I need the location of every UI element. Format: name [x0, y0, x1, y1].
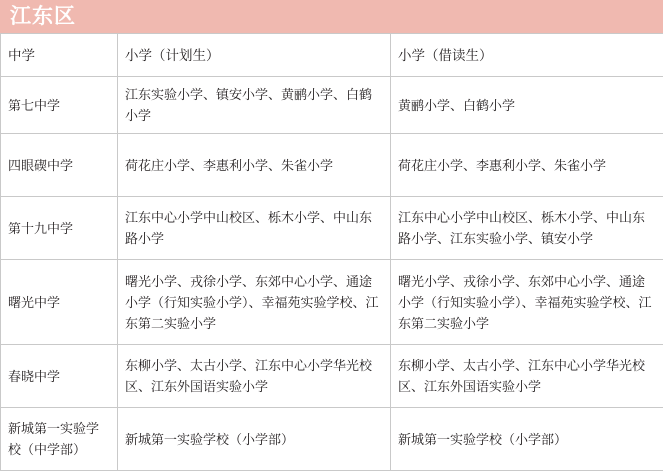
cell-transfer-schools: 曙光小学、戎徐小学、东郊中心小学、通途小学（行知实验小学）、幸福苑实验学校、江东第二实验小学: [391, 260, 663, 345]
table-row: [1, 345, 663, 408]
table-header-row: [1, 34, 663, 77]
cell-middle-school: 春晓中学: [1, 345, 118, 408]
cell-transfer-schools: 东柳小学、太古小学、江东中心小学华光校区、江东外国语实验小学: [391, 345, 663, 408]
cell-planned-schools: 东柳小学、太古小学、江东中心小学华光校区、江东外国语实验小学: [118, 345, 391, 408]
table-row: [1, 134, 663, 197]
page-title: 江东区: [10, 4, 76, 29]
table-row: [1, 408, 663, 471]
table-row: [1, 77, 663, 134]
cell-transfer-schools: 荷花庄小学、李惠利小学、朱雀小学: [391, 134, 663, 197]
district-title-bar: [0, 0, 663, 33]
cell-planned-schools: 新城第一实验学校（小学部）: [118, 408, 391, 471]
cell-transfer-schools: 黄鹂小学、白鹤小学: [391, 77, 663, 134]
cell-transfer-schools: 江东中心小学中山校区、栎木小学、中山东路小学、江东实验小学、镇安小学: [391, 197, 663, 260]
cell-middle-school: 新城第一实验学校（中学部）: [1, 408, 118, 471]
cell-planned-schools: 曙光小学、戎徐小学、东郊中心小学、通途小学（行知实验小学）、幸福苑实验学校、江东第二实验小学: [118, 260, 391, 345]
cell-planned-schools: 江东实验小学、镇安小学、黄鹂小学、白鹤小学: [118, 77, 391, 134]
cell-planned-schools: 荷花庄小学、李惠利小学、朱雀小学: [118, 134, 391, 197]
cell-middle-school: 曙光中学: [1, 260, 118, 345]
column-header-primary-planned: 小学（计划生）: [118, 34, 391, 77]
cell-transfer-schools: 新城第一实验学校（小学部）: [391, 408, 663, 471]
cell-middle-school: 第七中学: [1, 77, 118, 134]
column-header-primary-transfer: 小学（借读生）: [391, 34, 663, 77]
table-row: [1, 260, 663, 345]
cell-middle-school: 第十九中学: [1, 197, 118, 260]
table-row: [1, 197, 663, 260]
column-header-middle-school: 中学: [1, 34, 118, 77]
school-correspondence-table: [0, 33, 663, 471]
cell-middle-school: 四眼碶中学: [1, 134, 118, 197]
cell-planned-schools: 江东中心小学中山校区、栎木小学、中山东路小学: [118, 197, 391, 260]
